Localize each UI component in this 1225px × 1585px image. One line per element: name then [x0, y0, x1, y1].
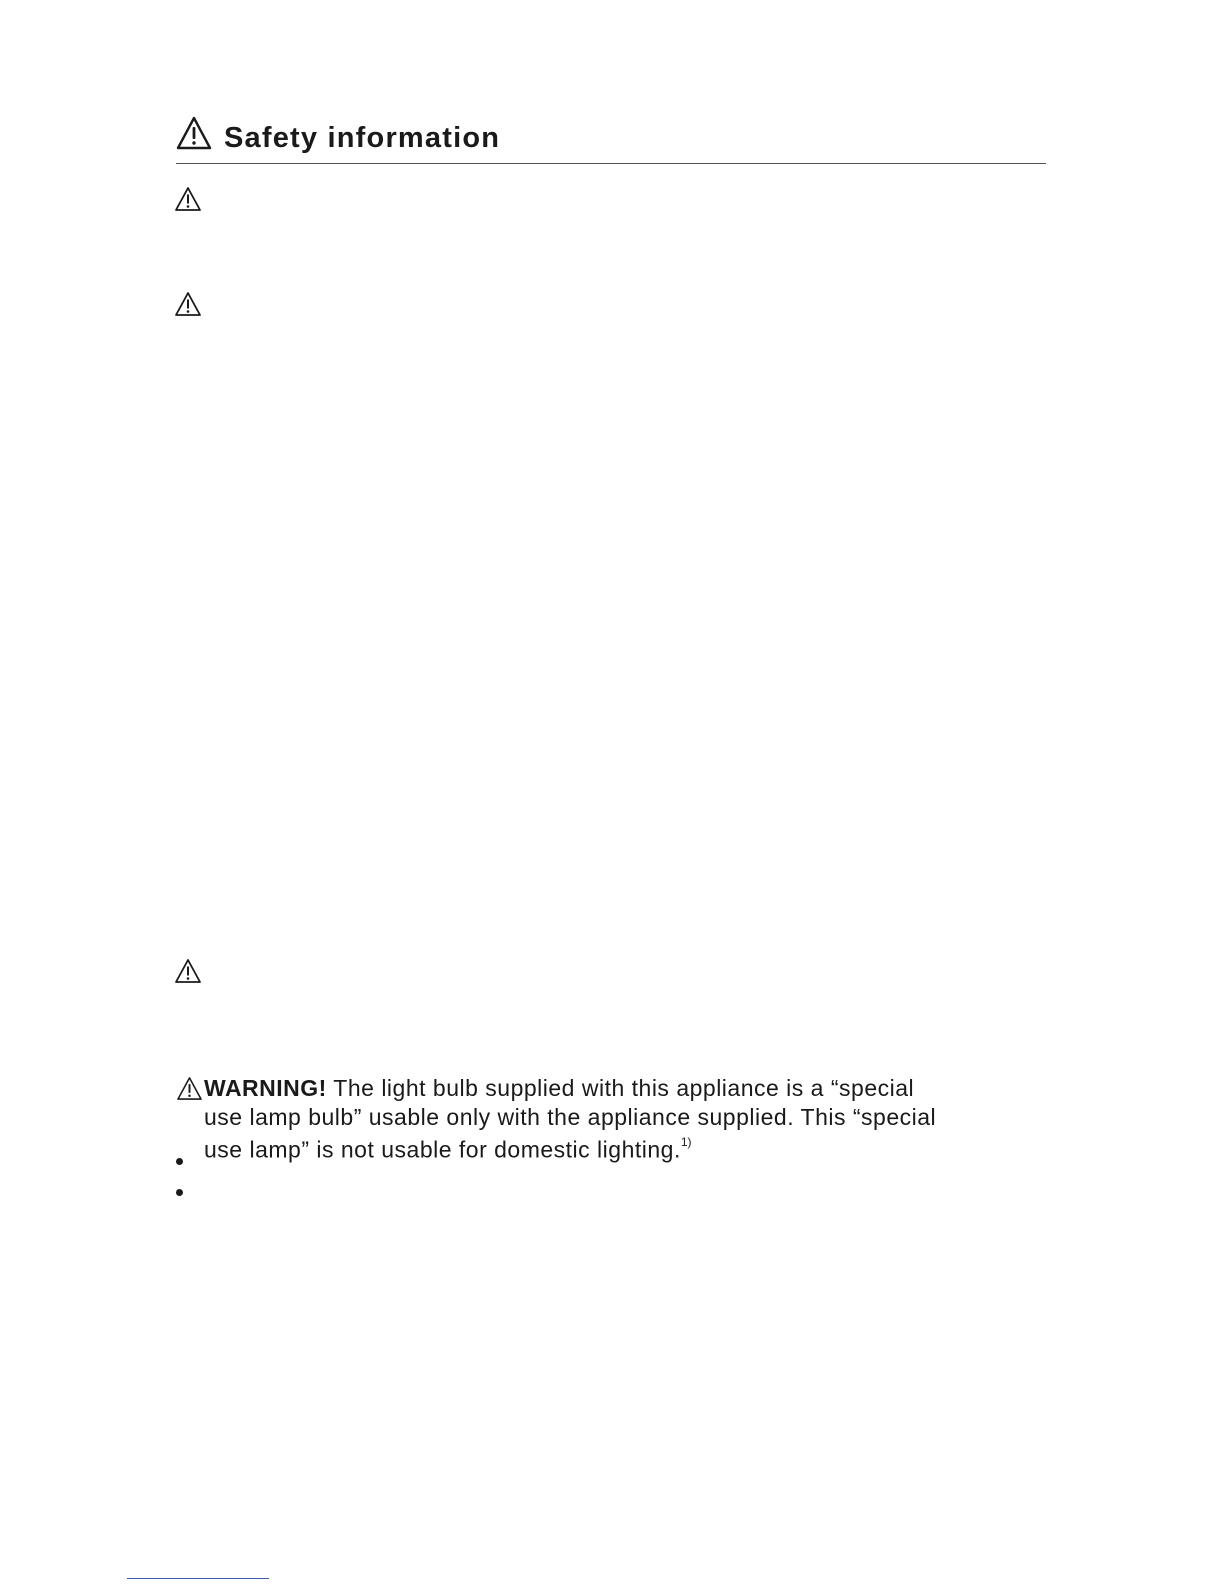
warning-line-1-text: The light bulb supplied with this appliance is a “special: [326, 1075, 915, 1101]
warning-line-1: [204, 1074, 1054, 1103]
section-header: [176, 112, 1046, 164]
bullet-point: [176, 1158, 183, 1165]
page-title: Safety information: [224, 122, 501, 154]
warning-triangle-icon: [176, 1076, 203, 1101]
warning-label: WARNING!: [204, 1075, 327, 1101]
warning-triangle-icon: [176, 116, 212, 150]
warning-triangle-icon: [174, 958, 202, 984]
warning-text: [204, 1074, 1054, 1164]
warning-line-3: [204, 1131, 1054, 1164]
bullet-point: [176, 1189, 183, 1196]
footnote-marker[interactable]: 1): [680, 1135, 692, 1149]
warning-triangle-icon: [174, 291, 202, 317]
footnote-divider: [127, 1578, 269, 1579]
warning-line-3-text: use lamp” is not usable for domestic lighting.: [204, 1136, 681, 1163]
warning-triangle-icon: [174, 186, 202, 212]
title-divider: [176, 163, 1046, 164]
warning-line-2: use lamp bulb” usable only with the appliance supplied. This “special: [204, 1103, 937, 1130]
